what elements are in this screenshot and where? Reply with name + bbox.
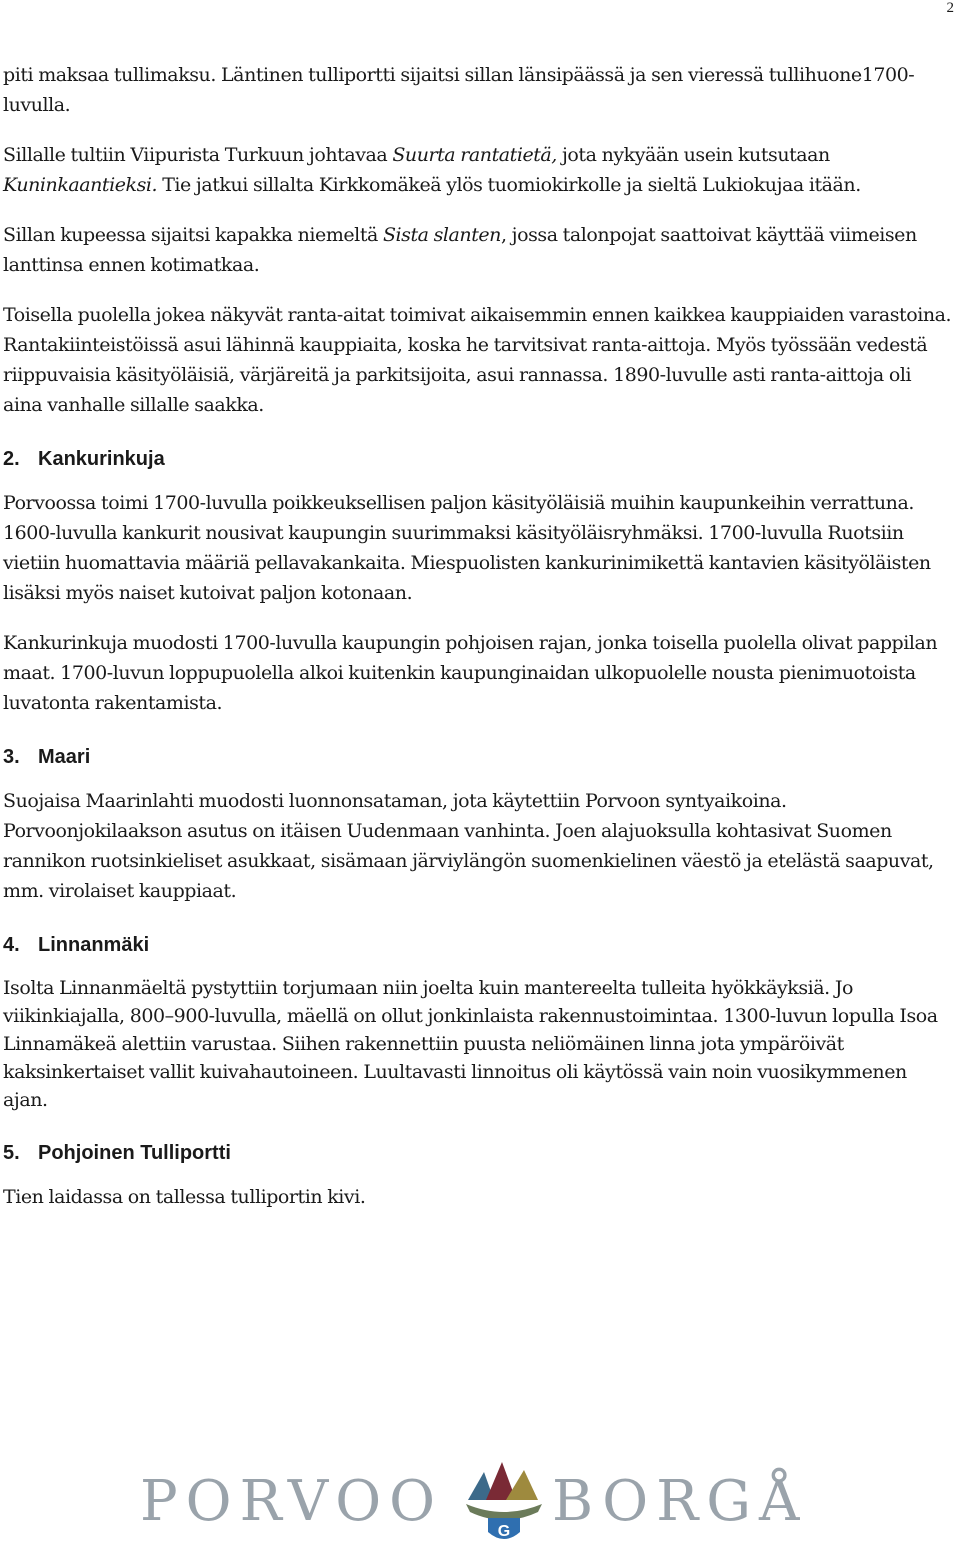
paragraph: Kankurinkuja muodosti 1700-luvulla kaupungin pohjoisen rajan, jonka toisella puolella olivat pappilan maat. 1700-luvun loppupuolella alkoi kuitenkin kaupunginaidan ulkopuolelle nousta pienimuotoista luvatonta rakentamista.	[3, 632, 938, 714]
italic-road-name: Suurta rantatietä,	[392, 144, 557, 166]
section-heading-pohjoinen-tulliportti: 5. Pohjoinen Tulliportti	[3, 1142, 231, 1164]
document-body	[3, 60, 955, 1232]
logo-word-porvoo: PORVOO	[140, 1469, 444, 1534]
paragraph: piti maksaa tullimaksu. Läntinen tulliportti sijaitsi sillan länsipäässä ja sen vieressä tullihuone1700-luvulla.	[3, 64, 915, 116]
svg-text:G: G	[497, 1523, 511, 1540]
section-heading-maari: 3. Maari	[3, 746, 91, 768]
paragraph: Porvoossa toimi 1700-luvulla poikkeuksellisen paljon käsityöläisiä muihin kaupunkeihin verrattuna. 1600-luvulla kankurit nousivat kaupungin suurimmaksi käsityöläisryhmäksi. 1700-luvulla Ruotsiin vietiin huomattavia määriä pellavakankaita. Miespuolisten kankurinimikettä kantavien käsityöläisten lisäksi myös naiset kutoivat paljon kotonaan.	[3, 492, 931, 604]
italic-road-name: Kuninkaantieksi.	[3, 174, 158, 196]
paragraph: Sillan kupeessa sijaitsi kapakka niemeltä Sista slanten, jossa talonpojat saattoivat käyttää viimeisen lanttinsa ennen kotimatkaa.	[3, 224, 917, 276]
logo-word-borga: BORGÅ	[552, 1469, 808, 1534]
paragraph: Isolta Linnanmäeltä pystyttiin torjumaan niin joelta kuin mantereelta tulleita hyökkäyksiä. Jo viikinkiajalla, 800–900-luvulla, mäellä on ollut jonkinlaista rakennustoimintaa. 1300-luvun lopulla Isoa Linnamäkeä alettiin varustaa. Siihen rakennettiin puusta neliömäinen linna jota ympäröivät kaksinkertaiset vallit kuivahautoineen. Luultavasti linnoitus oli käytössä vain noin vuosikymmenen ajan.	[3, 977, 938, 1111]
page-number: 2	[946, 0, 954, 16]
porvoo-borga-logo	[140, 1460, 820, 1550]
city-emblem-icon	[458, 1460, 550, 1548]
paragraph: Sillalle tultiin Viipurista Turkuun johtavaa Suurta rantatietä, jota nykyään usein kutsutaan Kuninkaantieksi. Tie jatkui sillalta Kirkkomäkeä ylös tuomiokirkolle ja sieltä Lukiokujaa itään.	[3, 144, 861, 196]
section-heading-kankurinkuja: 2. Kankurinkuja	[3, 448, 165, 470]
italic-tavern-name: Sista slanten	[382, 224, 501, 246]
paragraph: Toisella puolella jokea näkyvät ranta-aitat toimivat aikaisemmin ennen kaikkea kauppiaiden varastoina. Rantakiinteistöissä asui lähinnä kauppiaita, koska he tarvitsivat ranta-aittoja. Myös työssään vedestä riippuvaisia käsityöläisiä, värjäreitä ja parkitsijoita, asui rannassa. 1890-luvulle asti ranta-aittoja oli aina vanhalle sillalle saakka.	[3, 304, 952, 416]
paragraph: Tien laidassa on tallessa tulliportin kivi.	[3, 1186, 366, 1208]
section-heading-linnanmaki: 4. Linnanmäki	[3, 934, 150, 956]
paragraph: Suojaisa Maarinlahti muodosti luonnonsataman, jota käytettiin Porvoon syntyaikoina. Porvoonjokilaakson asutus on itäisen Uudenmaan vanhinta. Joen alajuoksulla kohtasivat Suomen rannikon ruotsinkieliset asukkaat, sisämaan järviylängön suomenkielinen väestö ja etelästä saapuvat, mm. virolaiset kauppiaat.	[3, 790, 934, 902]
